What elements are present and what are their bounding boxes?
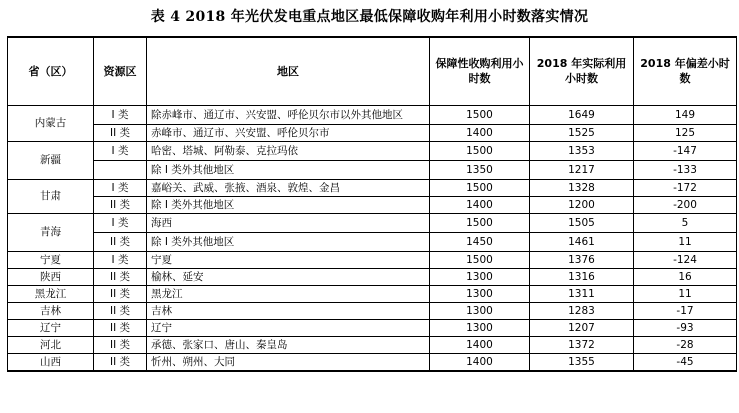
cell-actual: 1283	[530, 302, 634, 319]
table-row	[8, 353, 737, 371]
cell-region: 忻州、朔州、大同	[147, 353, 430, 371]
cell-guaranteed: 1500	[430, 179, 530, 196]
cell-deviation: 149	[634, 105, 737, 124]
cell-zone: I 类	[94, 213, 147, 232]
cell-actual: 1353	[530, 141, 634, 160]
cell-guaranteed: 1300	[430, 285, 530, 302]
cell-zone: I 类	[94, 105, 147, 124]
cell-region: 宁夏	[147, 251, 430, 268]
cell-actual: 1525	[530, 124, 634, 141]
cell-region: 黑龙江	[147, 285, 430, 302]
cell-guaranteed: 1450	[430, 232, 530, 251]
cell-actual: 1328	[530, 179, 634, 196]
cell-actual: 1207	[530, 319, 634, 336]
table-container	[7, 36, 736, 372]
cell-guaranteed: 1350	[430, 160, 530, 179]
cell-zone: I 类	[94, 179, 147, 196]
table-row	[8, 141, 737, 160]
header-deviation-hours: 2018 年偏差小时数	[634, 37, 737, 105]
cell-deviation: -45	[634, 353, 737, 371]
cell-province: 山西	[8, 353, 94, 371]
cell-guaranteed: 1300	[430, 302, 530, 319]
cell-province: 吉林	[8, 302, 94, 319]
table-row	[8, 124, 737, 141]
cell-actual: 1355	[530, 353, 634, 371]
cell-zone	[94, 160, 147, 179]
cell-region: 承德、张家口、唐山、秦皇岛	[147, 336, 430, 353]
cell-guaranteed: 1300	[430, 268, 530, 285]
cell-guaranteed: 1300	[430, 319, 530, 336]
cell-province: 河北	[8, 336, 94, 353]
table-row	[8, 336, 737, 353]
cell-deviation: 11	[634, 285, 737, 302]
cell-zone: II 类	[94, 302, 147, 319]
cell-region: 除 I 类外其他地区	[147, 196, 430, 213]
cell-region: 除 I 类外其他地区	[147, 160, 430, 179]
cell-actual: 1217	[530, 160, 634, 179]
table-row	[8, 302, 737, 319]
cell-region: 哈密、塔城、阿勒泰、克拉玛依	[147, 141, 430, 160]
cell-zone: II 类	[94, 353, 147, 371]
cell-zone: II 类	[94, 285, 147, 302]
cell-zone: II 类	[94, 336, 147, 353]
cell-deviation: -17	[634, 302, 737, 319]
table-caption: 表 4 2018 年光伏发电重点地区最低保障收购年利用小时数落实情况	[150, 9, 589, 25]
cell-province: 宁夏	[8, 251, 94, 268]
cell-zone: II 类	[94, 268, 147, 285]
cell-province: 辽宁	[8, 319, 94, 336]
cell-deviation: -124	[634, 251, 737, 268]
cell-region: 海西	[147, 213, 430, 232]
cell-region: 除赤峰市、通辽市、兴安盟、呼伦贝尔市以外其他地区	[147, 105, 430, 124]
table-row	[8, 213, 737, 232]
cell-deviation: -133	[634, 160, 737, 179]
cell-actual: 1505	[530, 213, 634, 232]
table-header-row	[8, 37, 737, 105]
table-row	[8, 232, 737, 251]
cell-zone: II 类	[94, 124, 147, 141]
cell-region: 嘉峪关、武威、张掖、酒泉、敦煌、金昌	[147, 179, 430, 196]
table-row	[8, 160, 737, 179]
cell-region: 除 I 类外其他地区	[147, 232, 430, 251]
cell-region: 吉林	[147, 302, 430, 319]
cell-actual: 1649	[530, 105, 634, 124]
cell-province: 青海	[8, 213, 94, 251]
cell-actual: 1200	[530, 196, 634, 213]
table-row	[8, 105, 737, 124]
cell-guaranteed: 1400	[430, 336, 530, 353]
cell-deviation: 125	[634, 124, 737, 141]
cell-zone: I 类	[94, 141, 147, 160]
cell-region: 辽宁	[147, 319, 430, 336]
cell-region: 榆林、延安	[147, 268, 430, 285]
table-row	[8, 196, 737, 213]
cell-deviation: -147	[634, 141, 737, 160]
table-row	[8, 285, 737, 302]
cell-province: 新疆	[8, 141, 94, 179]
table-row	[8, 251, 737, 268]
cell-region: 赤峰市、通辽市、兴安盟、呼伦贝尔市	[147, 124, 430, 141]
header-province: 省（区）	[8, 37, 94, 105]
utilization-hours-table	[7, 36, 737, 372]
cell-actual: 1316	[530, 268, 634, 285]
cell-actual: 1311	[530, 285, 634, 302]
cell-zone: II 类	[94, 196, 147, 213]
cell-deviation: -172	[634, 179, 737, 196]
cell-zone: II 类	[94, 319, 147, 336]
cell-guaranteed: 1400	[430, 353, 530, 371]
cell-deviation: 11	[634, 232, 737, 251]
table-row	[8, 268, 737, 285]
cell-guaranteed: 1400	[430, 124, 530, 141]
header-resource-zone: 资源区	[94, 37, 147, 105]
cell-zone: I 类	[94, 251, 147, 268]
cell-actual: 1376	[530, 251, 634, 268]
cell-zone: II 类	[94, 232, 147, 251]
cell-guaranteed: 1400	[430, 196, 530, 213]
header-guaranteed-hours: 保障性收购利用小时数	[430, 37, 530, 105]
cell-province: 黑龙江	[8, 285, 94, 302]
cell-deviation: 16	[634, 268, 737, 285]
cell-guaranteed: 1500	[430, 141, 530, 160]
table-row	[8, 179, 737, 196]
table-row	[8, 319, 737, 336]
cell-province: 内蒙古	[8, 105, 94, 141]
header-actual-hours: 2018 年实际利用小时数	[530, 37, 634, 105]
cell-province: 甘肃	[8, 179, 94, 213]
cell-deviation: -200	[634, 196, 737, 213]
cell-province: 陕西	[8, 268, 94, 285]
cell-deviation: -93	[634, 319, 737, 336]
cell-deviation: 5	[634, 213, 737, 232]
cell-deviation: -28	[634, 336, 737, 353]
cell-actual: 1461	[530, 232, 634, 251]
cell-actual: 1372	[530, 336, 634, 353]
cell-guaranteed: 1500	[430, 251, 530, 268]
header-region: 地区	[147, 37, 430, 105]
cell-guaranteed: 1500	[430, 213, 530, 232]
cell-guaranteed: 1500	[430, 105, 530, 124]
